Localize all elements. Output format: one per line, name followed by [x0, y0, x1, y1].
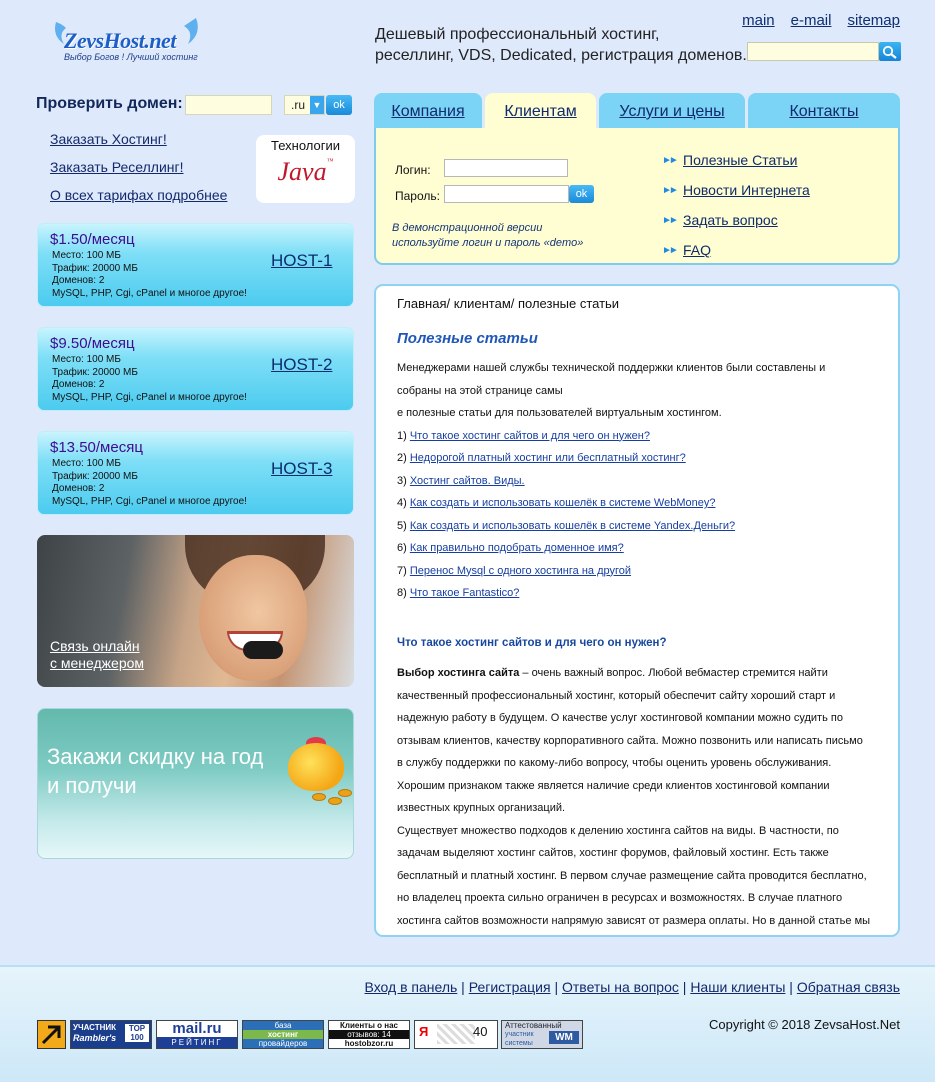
demo-note: [392, 221, 583, 251]
quick-links: [662, 145, 810, 265]
order-hosting-link[interactable]: Заказать Хостинг!: [50, 131, 167, 147]
plan-link[interactable]: HOST-3: [271, 459, 333, 478]
plan-features: MySQL, PHP, Cgi, cPanel и многое другое!: [52, 391, 247, 403]
zone-value: .ru: [291, 98, 306, 112]
logo-text: ZevsHost.net: [64, 28, 176, 53]
top-links: [742, 12, 900, 29]
main-link[interactable]: main: [742, 12, 775, 29]
diagonal-arrow-icon: [38, 1021, 65, 1048]
arrow-badge[interactable]: [37, 1020, 66, 1049]
wm-logo: WM: [549, 1031, 579, 1044]
article-list-item: [397, 582, 887, 605]
promo-line: и получи: [47, 773, 137, 798]
demo-note-line: В демонстрационной версии: [392, 222, 543, 234]
online-support-banner[interactable]: [37, 535, 354, 687]
wm-badge-line: участник системы: [505, 1031, 534, 1047]
rambler-top100-badge[interactable]: [70, 1020, 152, 1049]
article-list-item: [397, 492, 887, 515]
rambler-badge-name: Rambler's: [73, 1033, 117, 1043]
double-arrow-icon: ►►: [662, 154, 676, 166]
separator: |: [785, 979, 797, 995]
password-label: Пароль:: [395, 189, 440, 203]
section-heading: Что такое хостинг сайтов и для чего он нужен?: [397, 637, 667, 649]
tab-clients[interactable]: [485, 93, 596, 130]
password-field[interactable]: [444, 185, 569, 203]
copyright: Copyright © 2018 ZevsaHost.Net: [709, 1017, 900, 1032]
article-link[interactable]: Недорогой платный хостинг или бесплатный хостинг?: [409, 452, 686, 464]
sitemap-link[interactable]: sitemap: [847, 12, 900, 29]
body-line: но владелец проекта сильно ограничен в ресурсах и возможностях. В случае платного: [397, 892, 843, 904]
body-line: Хорошим признаком также является наличие среди клиентов хостинговой компании: [397, 779, 830, 792]
login-button[interactable]: ok: [569, 185, 594, 203]
promo-text: [47, 742, 263, 800]
plan-domains: Доменов: 2: [52, 483, 105, 494]
coin-icon: [338, 789, 352, 797]
plan-space: Место: 100 МБ: [52, 458, 121, 469]
webmoney-attested-badge[interactable]: [501, 1020, 583, 1049]
quick-link-item: [662, 205, 810, 235]
yandex-cy-count: 40: [473, 1024, 488, 1039]
search-input[interactable]: [747, 42, 879, 61]
intro-line: Менеджерами нашей службы технической поддержки клиентов были составлены и: [397, 362, 826, 374]
article-number: 3): [397, 474, 407, 487]
hosting-base-badge[interactable]: [242, 1020, 324, 1049]
footer-links: [365, 979, 900, 995]
plan-price: $13.50/месяц: [50, 439, 143, 456]
java-text: Java: [277, 157, 327, 186]
quick-link-item: [662, 145, 810, 175]
plan-price: $1.50/месяц: [50, 231, 135, 248]
article-number: 6): [397, 542, 407, 554]
java-logo: [256, 157, 355, 187]
hostobzor-line: отзывов:: [347, 1030, 380, 1039]
plan-card-host-2[interactable]: [37, 327, 354, 411]
body-line: бесплатный и платный хостинг. В первом случае размещение сайта проводится бесплатно,: [397, 869, 867, 882]
yandex-pattern: [437, 1024, 475, 1044]
body-line: надежную работу в будущем. О качестве услуг хостинговой компании можно судить по: [397, 712, 843, 724]
article-link[interactable]: Как создать и использовать кошелёк в системе WebMoney?: [409, 497, 716, 509]
plan-space: Место: 100 МБ: [52, 354, 121, 365]
demo-note-line: используйте логин и пароль «demo»: [392, 237, 584, 249]
double-arrow-icon: ►►: [662, 184, 676, 196]
article-number: 2): [397, 452, 407, 464]
chevron-down-icon: ▼: [310, 96, 324, 114]
body-line: качественный профессиональный хостинг, который обеспечит сайту хороший старт и: [397, 689, 836, 702]
plan-card-host-1[interactable]: [37, 223, 354, 307]
operator-face: [199, 555, 307, 681]
body-line: отзывам клиентов, качеству корпоративного сайта. Можно позвонить или написать письмо: [397, 734, 863, 747]
plan-domains: Доменов: 2: [52, 379, 105, 390]
tab-contacts[interactable]: [748, 93, 900, 129]
double-arrow-icon: ►►: [662, 214, 676, 226]
search-icon: [882, 45, 898, 59]
mailru-logo: mail.ru: [172, 1020, 222, 1037]
domain-check-button[interactable]: ok: [326, 95, 352, 115]
tab-label: Клиентам: [504, 103, 577, 120]
plan-card-host-3[interactable]: [37, 431, 354, 515]
base-badge-line: провайдеров: [258, 1039, 308, 1048]
support-caption-line: Связь онлайн: [50, 638, 140, 654]
support-caption-line: с менеджером: [50, 655, 145, 671]
plan-specs: [52, 250, 247, 300]
article-list-item: [397, 447, 887, 470]
body-line: Существует множество подходов к делению хостинга сайтов на виды. В частности, по: [397, 824, 839, 837]
article-list-item: [397, 470, 887, 493]
search-button[interactable]: [879, 42, 901, 61]
logo-slogan: Выбор Богов ! Лучший хостинг: [64, 52, 198, 62]
article-link[interactable]: Что такое хостинг сайтов и для чего он нужен?: [409, 429, 650, 442]
useful-articles-link[interactable]: Полезные Статьи: [683, 152, 798, 168]
panel-login-link[interactable]: Вход в панель: [364, 979, 458, 995]
support-caption: [50, 638, 144, 672]
plan-traffic: Трафик: 20000 МБ: [52, 262, 138, 274]
plan-price: $9.50/месяц: [50, 335, 135, 352]
article-number: 1): [397, 429, 407, 442]
faq-link[interactable]: FAQ: [683, 242, 712, 258]
trademark: ™: [326, 157, 334, 165]
quick-link-item: [662, 175, 810, 205]
article-link[interactable]: Перенос Mysql с одного хостинга на другой: [409, 564, 632, 577]
yandex-logo: Я: [419, 1024, 429, 1039]
article-number: 7): [397, 564, 407, 577]
all-plans-link[interactable]: О всех тарифах подробнее: [50, 187, 228, 203]
mailru-rating-label: РЕЙТИНГ: [157, 1037, 237, 1048]
quick-link-item: [662, 235, 810, 265]
tab-label: Услуги и цены: [619, 103, 725, 120]
site-logo[interactable]: [50, 14, 202, 66]
discount-promo-banner[interactable]: [37, 708, 354, 859]
separator: |: [457, 979, 469, 995]
coin-icon: [328, 797, 342, 805]
article-number: 4): [397, 497, 407, 509]
domain-zone-select[interactable]: [284, 95, 325, 115]
plan-domains: Доменов: 2: [52, 275, 105, 286]
body-text: – очень важный вопрос. Любой вебмастер стремится найти: [519, 667, 828, 679]
base-badge-line: база: [274, 1021, 292, 1030]
java-technology-badge: [256, 135, 355, 203]
article-link[interactable]: Как правильно подобрать доменное имя?: [409, 542, 624, 554]
our-clients-link[interactable]: Наши клиенты: [690, 979, 786, 995]
plan-space: Место: 100 МБ: [52, 250, 121, 261]
article-number: 5): [397, 519, 407, 532]
intro-line: е полезные статьи для пользователей виртуальным хостингом.: [397, 407, 722, 419]
double-arrow-icon: ►►: [662, 244, 676, 256]
article-list-item: [397, 537, 887, 560]
intro-line: собраны на этой странице самы: [397, 384, 563, 397]
article-link[interactable]: Хостинг сайтов. Виды.: [409, 474, 525, 487]
ask-question-link[interactable]: Задать вопрос: [683, 212, 778, 228]
plan-link[interactable]: HOST-2: [271, 355, 333, 374]
slogan-line: Дешевый профессиональный хостинг,: [375, 26, 660, 43]
base-badge-line: хостинг: [243, 1030, 323, 1039]
body-line: в службу поддержки по какому-либо вопросу, чтобы оценить уровень обслуживания.: [397, 757, 832, 769]
slogan-line: реселлинг, VDS, Dedicated, регистрация доменов.: [375, 47, 747, 64]
tab-services-prices[interactable]: [599, 93, 745, 129]
tab-company[interactable]: [374, 93, 482, 129]
article-number: 8): [397, 587, 407, 599]
answers-link[interactable]: Ответы на вопрос: [561, 979, 679, 995]
hostobzor-count: 14: [381, 1030, 391, 1039]
feedback-link[interactable]: Обратная связь: [796, 979, 900, 995]
domain-input[interactable]: [185, 95, 272, 115]
rambler-top100-label: TOP 100: [125, 1024, 149, 1042]
technology-label: Технологии: [270, 138, 340, 153]
breadcrumb: Главная/ клиентам/ полезные статьи: [397, 296, 620, 311]
mailru-rating-badge[interactable]: [156, 1020, 238, 1049]
plan-specs: [52, 354, 247, 404]
article-list-item: [397, 560, 887, 583]
hostobzor-line: Клиенты о нас: [340, 1021, 398, 1030]
plan-features: MySQL, PHP, Cgi, cPanel и многое другое!: [52, 287, 247, 299]
order-reselling-link[interactable]: Заказать Реселлинг!: [50, 159, 184, 175]
article-list-item: [397, 425, 887, 448]
headset-icon: [243, 641, 283, 659]
article-link[interactable]: Что такое Fantastico?: [409, 587, 520, 599]
article-link[interactable]: Как создать и использовать кошелёк в системе Yandex.Деньги?: [409, 519, 736, 532]
article-content: [374, 284, 900, 937]
internet-news-link[interactable]: Новости Интернета: [683, 182, 810, 198]
email-link[interactable]: e-mail: [790, 12, 832, 29]
body-bold: Выбор хостинга сайта: [397, 667, 520, 679]
header-slogan: [375, 24, 747, 66]
coin-icon: [312, 793, 326, 801]
hostobzor-line: hostobzor.ru: [344, 1039, 394, 1048]
plan-traffic: Трафик: 20000 МБ: [52, 470, 138, 482]
intro-text: [397, 357, 887, 605]
body-line: задачам выделяют хостинг сайтов, хостинг форумов, файловый хостинг. Есть также: [397, 847, 829, 859]
separator: |: [678, 979, 691, 995]
yandex-cy-badge[interactable]: [414, 1020, 498, 1049]
tab-label: Компания: [391, 103, 465, 120]
order-links: [50, 131, 227, 215]
page-title: Полезные статьи: [397, 330, 538, 347]
domain-check-label: Проверить домен:: [36, 95, 183, 112]
hostobzor-badge[interactable]: [328, 1020, 410, 1049]
tab-label: Контакты: [789, 103, 859, 120]
plan-link[interactable]: HOST-1: [271, 251, 333, 270]
body-line: [397, 662, 887, 685]
promo-line: Закажи скидку на год: [47, 744, 264, 769]
wm-badge-line: Аттестованный: [505, 1021, 562, 1030]
separator: |: [550, 979, 562, 995]
piggy-bank-icon: [288, 743, 344, 791]
article-body: [397, 662, 887, 932]
plan-specs: [52, 458, 247, 508]
plan-traffic: Трафик: 20000 МБ: [52, 366, 138, 378]
login-label: Логин:: [395, 163, 431, 177]
registration-link[interactable]: Регистрация: [468, 979, 551, 995]
article-list-item: [397, 515, 887, 538]
body-line: известных крупных организаций.: [397, 802, 566, 814]
rambler-badge-top: УЧАСТНИК: [73, 1023, 117, 1032]
login-field[interactable]: [444, 159, 568, 177]
body-line: хостинга сайтов возможности напрямую зависят от размера оплаты. Но в данной статье мы: [397, 914, 871, 927]
plan-features: MySQL, PHP, Cgi, cPanel и многое другое!: [52, 495, 247, 507]
